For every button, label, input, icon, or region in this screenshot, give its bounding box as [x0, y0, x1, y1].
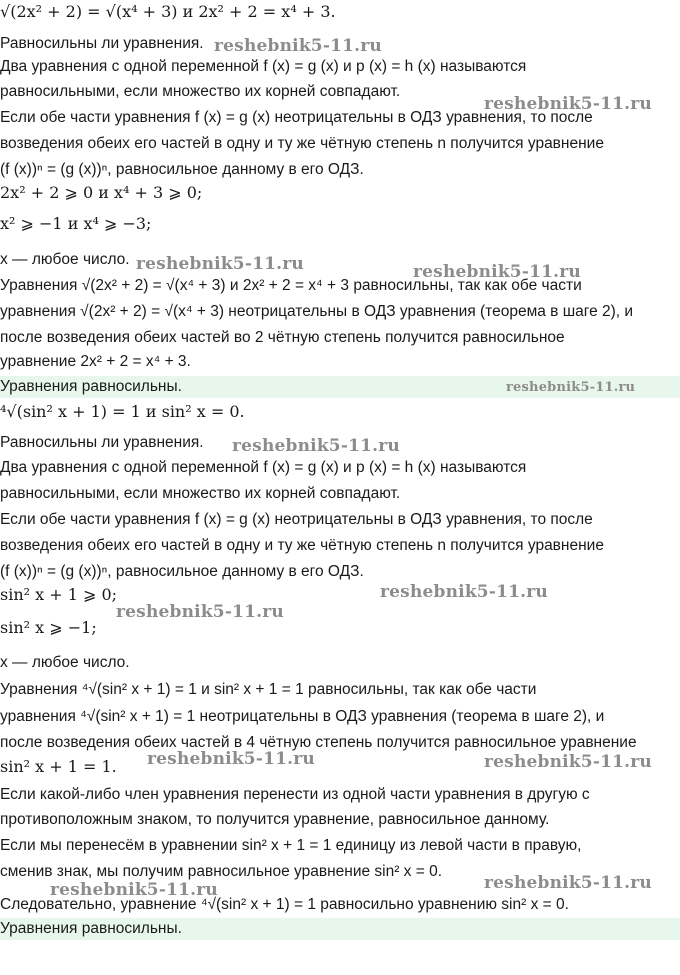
problem-1-definition-line-2: равносильными, если множество их корней совпадают. [0, 83, 401, 100]
problem-2-rule-line-2: противоположным знаком, то получится уравнение, равносильное данному. [0, 811, 550, 828]
watermark: reshebnik5-11.ru [484, 752, 652, 772]
problem-2-conclusion-line-3: после возведения обеих частей в 4 чётную степень получится равносильное уравнение [0, 734, 637, 751]
watermark: reshebnik5-11.ru [413, 262, 581, 282]
problem-1-conclusion-line-2: уравнения √(2x² + 2) = √(x⁴ + 3) неотрицательны в ОДЗ уравнения (теорема в шаге 2), и [0, 303, 634, 320]
watermark: reshebnik5-11.ru [506, 380, 636, 395]
watermark: reshebnik5-11.ru [136, 254, 304, 274]
watermark: reshebnik5-11.ru [484, 94, 652, 114]
problem-2-theorem-line-2: возведения обеих его частей в одну и ту же чётную степень n получится уравнение [0, 537, 604, 554]
problem-2-rule-line-3: Если мы перенесём в уравнении sin² x + 1 = 1 единицу из левой части в правую, [0, 837, 582, 854]
problem-1-conclusion-line-4: уравнение 2x² + 2 = x⁴ + 3. [0, 353, 191, 370]
problem-1-step-1: 2x² + 2 ⩾ 0 и x⁴ + 3 ⩾ 0; [0, 183, 203, 202]
problem-1-definition-line-1: Два уравнения с одной переменной f (x) = g (x) и p (x) = h (x) называются [0, 58, 527, 75]
watermark: reshebnik5-11.ru [232, 436, 400, 456]
problem-2-definition-line-1: Два уравнения с одной переменной f (x) = g (x) и p (x) = h (x) называются [0, 459, 527, 476]
problem-2-conclusion-line-2: уравнения ⁴√(sin² x + 1) = 1 неотрицательны в ОДЗ уравнения (теорема в шаге 2), и [0, 708, 605, 725]
problem-2-theorem-line-3: (f (x))ⁿ = (g (x))ⁿ, равносильное данному в его ОДЗ. [0, 563, 364, 580]
problem-2-question: Равносильны ли уравнения. [0, 434, 204, 451]
problem-1-theorem-line-3: (f (x))ⁿ = (g (x))ⁿ, равносильное данному в его ОДЗ. [0, 161, 364, 178]
problem-2-definition-line-2: равносильными, если множество их корней совпадают. [0, 485, 401, 502]
problem-1-question: Равносильны ли уравнения. [0, 35, 204, 52]
watermark: reshebnik5-11.ru [380, 582, 548, 602]
problem-2-conclusion-line-1: Уравнения ⁴√(sin² x + 1) = 1 и sin² x + 1 = 1 равносильны, так как обе части [0, 681, 537, 698]
problem-1-step-2: x² ⩾ −1 и x⁴ ⩾ −3; [0, 214, 152, 233]
watermark: reshebnik5-11.ru [50, 880, 218, 900]
problem-2-conclusion-line-4: sin² x + 1 = 1. [0, 757, 117, 776]
problem-1-verdict: Уравнения равносильны. [0, 376, 680, 398]
problem-1-theorem-line-1: Если обе части уравнения f (x) = g (x) неотрицательны в ОДЗ уравнения, то после [0, 109, 593, 126]
watermark: reshebnik5-11.ru [116, 602, 284, 622]
problem-2-verdict: Уравнения равносильны. [0, 918, 680, 940]
problem-2-rule-line-5: Следовательно, уравнение ⁴√(sin² x + 1) = 1 равносильно уравнению sin² x = 0. [0, 896, 569, 913]
problem-2-rule-line-1: Если какой-либо член уравнения перенести из одной части уравнения в другую с [0, 786, 590, 803]
problem-2-statement: ⁴√(sin² x + 1) = 1 и sin² x = 0. [0, 402, 245, 421]
watermark: reshebnik5-11.ru [214, 36, 382, 56]
problem-1-theorem-line-2: возведения обеих его частей в одну и ту же чётную степень n получится уравнение [0, 135, 604, 152]
problem-2-step-2: sin² x ⩾ −1; [0, 618, 97, 637]
problem-1-step-3: x — любое число. [0, 251, 130, 268]
problem-2-step-3: x — любое число. [0, 654, 130, 671]
problem-2-rule-line-4: сменив знак, мы получим равносильное уравнение sin² x = 0. [0, 863, 443, 880]
watermark: reshebnik5-11.ru [484, 873, 652, 893]
watermark: reshebnik5-11.ru [147, 749, 315, 769]
problem-1-conclusion-line-3: после возведения обеих частей во 2 чётную степень получится равносильное [0, 329, 565, 346]
problem-2-theorem-line-1: Если обе части уравнения f (x) = g (x) неотрицательны в ОДЗ уравнения, то после [0, 511, 593, 528]
problem-1-statement: √(2x² + 2) = √(x⁴ + 3) и 2x² + 2 = x⁴ + 3. [0, 2, 336, 21]
problem-2-step-1: sin² x + 1 ⩾ 0; [0, 585, 118, 604]
problem-1-conclusion-line-1: Уравнения √(2x² + 2) = √(x⁴ + 3) и 2x² + 2 = x⁴ + 3 равносильны, так как обе части [0, 277, 582, 294]
